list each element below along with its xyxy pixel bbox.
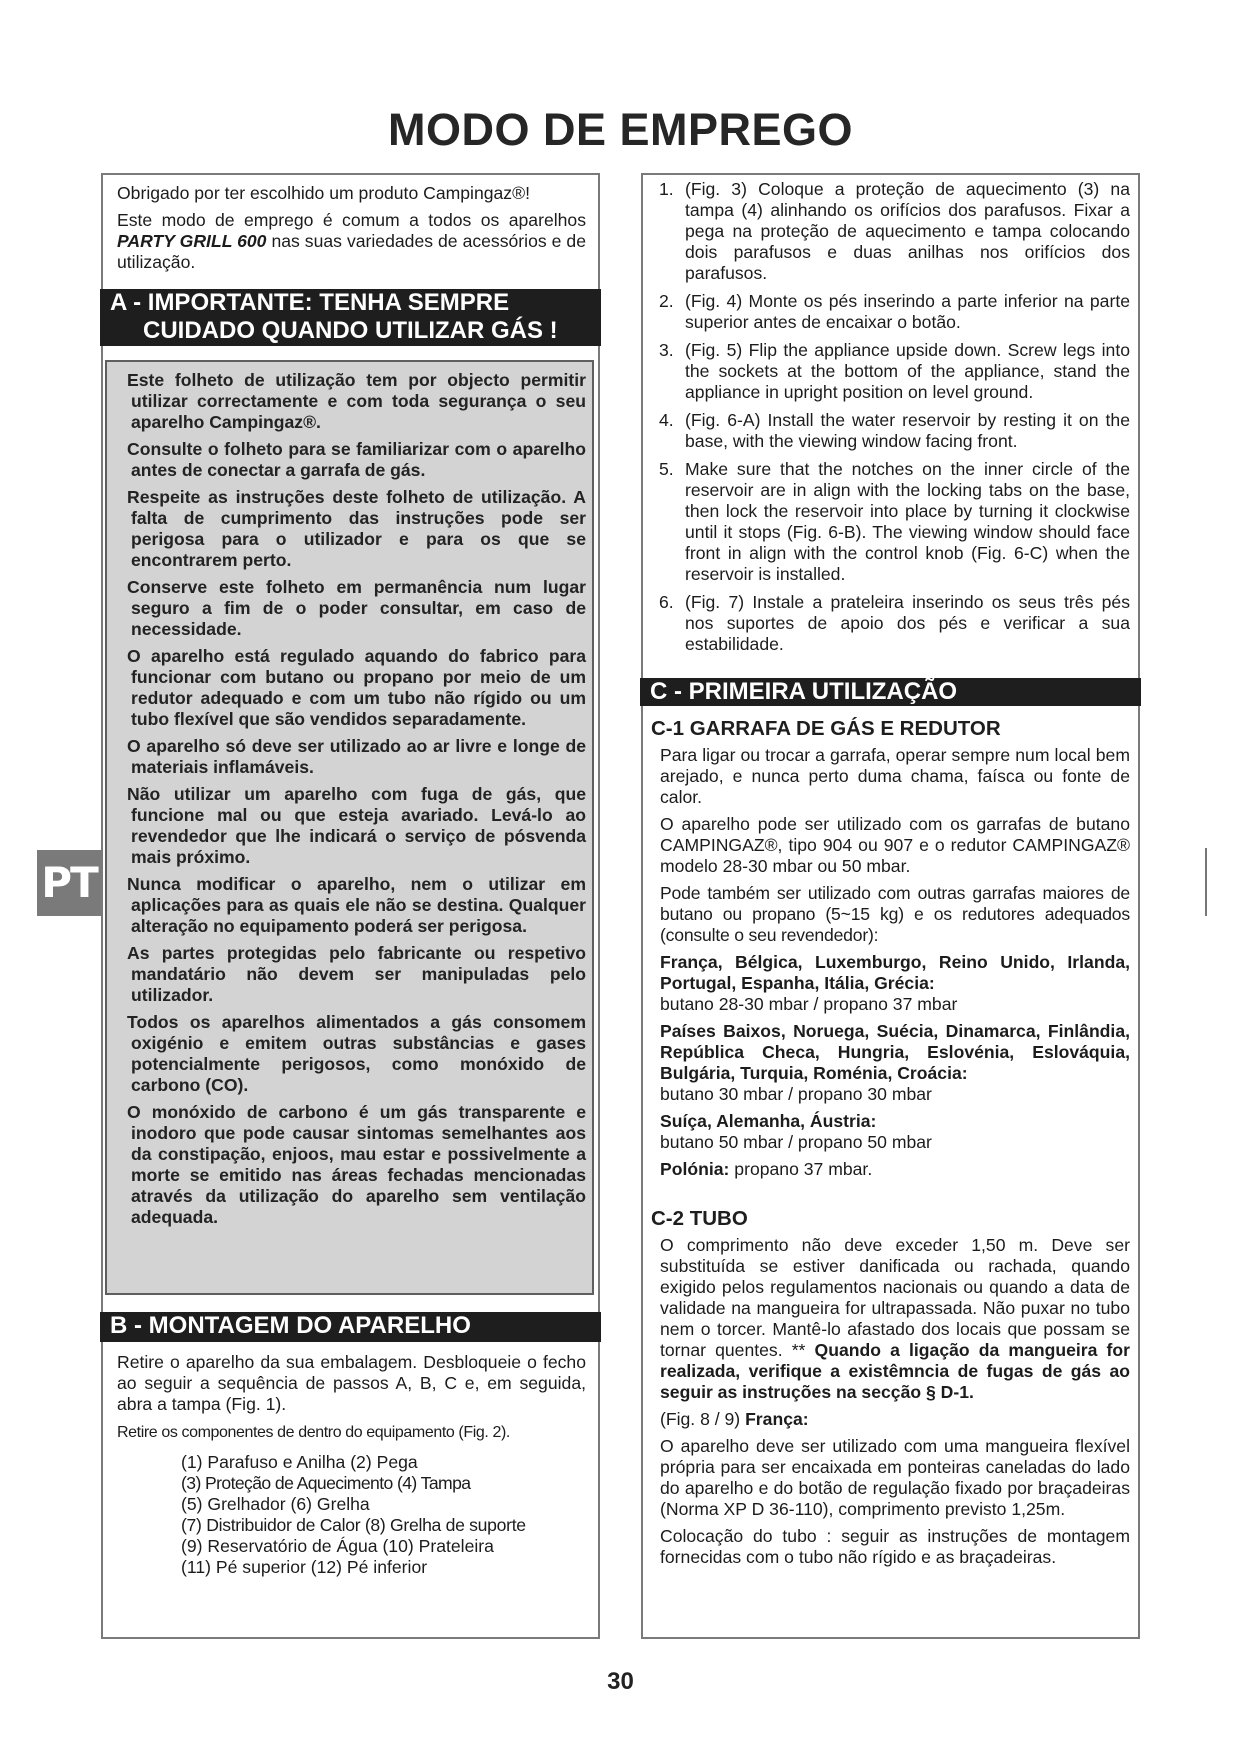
step-number: 3. <box>659 340 674 360</box>
left-column <box>101 173 600 1639</box>
section-b-components: Retire os componentes de dentro do equipamento (Fig. 2). <box>117 1424 510 1441</box>
assembly-steps <box>657 179 1130 662</box>
parts-list-item: (9) Reservatório de Água (10) Prateleira <box>181 1536 494 1556</box>
section-b-heading: B - MONTAGEM DO APARELHO <box>100 1312 601 1342</box>
step-item <box>657 340 1130 403</box>
country-group <box>660 1111 1130 1153</box>
country-list: Suíça, Alemanha, Áustria: <box>660 1111 877 1131</box>
intro-scope-text: Este modo de emprego é comum a todos os aparelhos <box>117 210 586 230</box>
warning-item: Todos os aparelhos alimentados a gás consomem oxigénio e emitem outras substâncias e gases potencialmente perigosos, como monóxido de carbono (CO). <box>127 1012 586 1095</box>
step-item <box>657 179 1130 284</box>
c1-paragraph: Pode também ser utilizado com outras garrafas maiores de butano ou propano (5~15 kg) e os redutores adequados (consulte o seu revendedor): <box>660 883 1130 945</box>
country-group <box>660 1021 1130 1105</box>
pressure-values: butano 28-30 mbar / propano 37 mbar <box>660 994 958 1014</box>
warning-item: O aparelho está regulado aquando do fabrico para funcionar com butano ou propano por meio de um redutor adequado e com um tubo não rígido ou um tubo flexível que são vendidos separadamente. <box>127 646 586 729</box>
c1-paragraph: Para ligar ou trocar a garrafa, operar sempre num local bem arejado, e nunca perto duma chama, faísca ou fonte de calor. <box>660 745 1130 807</box>
page-number: 30 <box>607 1668 634 1695</box>
step-item <box>657 459 1130 585</box>
warning-item: Não utilizar um aparelho com fuga de gás, que funcione mal ou que esteja avariado. Levá-lo ao revendedor que lhe indicará o serviço de pósvenda mais próximo. <box>127 784 586 867</box>
c2-paragraph: O aparelho deve ser utilizado com uma mangueira flexível própria para ser encaixada em ponteiras caneladas do lado do aparelho e do botão de regulação fixado por braçadeiras (Norma XP D 36-110), comprimento previsto 1,25m. <box>660 1436 1130 1519</box>
section-b-body <box>117 1352 586 1450</box>
section-a-heading <box>100 289 601 346</box>
section-b-unpack: Retire o aparelho da sua embalagem. Desbloqueie o fecho ao seguir a sequência de passos A, B, C e, em seguida, abra a tampa (Fig. 1). <box>117 1352 586 1414</box>
step-text: (Fig. 3) Coloque a proteção de aquecimento (3) na tampa (4) alinhando os orifícios dos parafusos. Fixar a pega na proteção de aquecimento e tampa colocando dois parafusos e duas anilhas nos orifícios dos parafusos. <box>685 179 1130 283</box>
intro-scope-text-end: nas suas variedades de acessórios e de utilização. <box>117 231 586 272</box>
parts-list-item: (3) Proteção de Aquecimento (4) Tampa <box>181 1473 471 1493</box>
warning-item: Conserve este folheto em permanência num lugar seguro a fim de o poder consultar, em caso de necessidade. <box>127 577 586 639</box>
c1-paragraph: O aparelho pode ser utilizado com os garrafas de butano CAMPINGAZ®, tipo 904 ou 907 e o redutor CAMPINGAZ® modelo 28-30 mbar ou 50 mbar. <box>660 814 1130 876</box>
warning-item: Nunca modificar o aparelho, nem o utilizar em aplicações para as quais ele não se destina. Qualquer alteração no equipamento poderá ser perigosa. <box>127 874 586 936</box>
pressure-values: butano 30 mbar / propano 30 mbar <box>660 1084 932 1104</box>
c2-paragraph: Colocação do tubo : seguir as instruções de montagem fornecidas com o tubo não rígido e as braçadeiras. <box>660 1526 1130 1567</box>
step-number: 2. <box>659 291 674 311</box>
country-list: França, Bélgica, Luxemburgo, Reino Unido, Irlanda, Portugal, Espanha, Itália, Grécia: <box>660 952 1130 993</box>
parts-list-item: (1) Parafuso e Anilha (2) Pega <box>181 1452 418 1472</box>
section-c1 <box>651 717 1132 1186</box>
section-c2 <box>651 1207 1132 1574</box>
parts-list <box>181 1452 526 1578</box>
parts-list-item: (5) Grelhador (6) Grelha <box>181 1494 370 1514</box>
pressure-values: butano 50 mbar / propano 50 mbar <box>660 1132 932 1152</box>
c1-body <box>651 745 1132 1180</box>
parts-list-item: (7) Distribuidor de Calor (8) Grelha de suporte <box>181 1515 526 1535</box>
intro-scope <box>117 210 586 273</box>
step-text: (Fig. 4) Monte os pés inserindo a parte inferior na parte superior antes de encaixar o botão. <box>685 291 1130 332</box>
step-text: (Fig. 5) Flip the appliance upside down. Screw legs into the sockets at the bottom of the appliance, stand the appliance in upright position on level ground. <box>685 340 1130 402</box>
step-number: 4. <box>659 410 674 430</box>
step-number: 6. <box>659 592 674 612</box>
warning-item: O aparelho só deve ser utilizado ao ar livre e longe de materiais inflamáveis. <box>127 736 586 777</box>
right-column <box>641 173 1140 1639</box>
warning-item: Respeite as instruções deste folheto de utilização. A falta de cumprimento das instruções pode ser perigosa para o utilizador e para os que se encontrarem perto. <box>127 487 586 570</box>
section-c-heading: C - PRIMEIRA UTILIZAÇÃO <box>640 678 1141 706</box>
figure-reference: (Fig. 8 / 9) <box>660 1409 746 1429</box>
product-name: PARTY GRILL 600 <box>117 231 267 251</box>
step-item <box>657 291 1130 333</box>
step-number: 5. <box>659 459 674 479</box>
c2-warning-text: Quando a ligação da mangueira for realizada, verifique a existêmncia de fugas de gás ao seguir as instruções na secção § D-1. <box>660 1340 1130 1402</box>
country-list: Polónia: <box>660 1159 730 1179</box>
language-tab: PT <box>37 850 101 916</box>
page-title: MODO DE EMPREGO <box>387 104 854 155</box>
pressure-values: propano 37 mbar. <box>729 1159 873 1179</box>
intro-thanks: Obrigado por ter escolhido um produto Campingaz®! <box>117 183 530 203</box>
warning-item: As partes protegidas pelo fabricante ou respetivo mandatário não devem ser manipuladas pelo utilizador. <box>127 943 586 1005</box>
intro <box>117 183 586 279</box>
step-text: (Fig. 7) Instale a prateleira inserindo os seus três pés nos suportes de apoio dos pés e verificar a sua estabilidade. <box>685 592 1130 654</box>
warning-item: O monóxido de carbono é um gás transparente e inodoro que pode causar sintomas semelhantes aos da constipação, enjoos, mau estar e possivelmente a morte se emitido nas áreas fechadas mencionadas através da utilização do aparelho sem ventilação adequada. <box>127 1102 586 1227</box>
c1-heading: C-1 GARRAFA DE GÁS E REDUTOR <box>651 717 1001 740</box>
page-edge-marker <box>1205 848 1207 916</box>
c2-paragraph <box>660 1235 1130 1403</box>
country-group <box>660 1159 1130 1180</box>
country-list: Países Baixos, Noruega, Suécia, Dinamarca, Finlândia, República Checa, Hungria, Eslovénia, Eslováquia, Bulgária, Turquia, Roménia, Croácia: <box>660 1021 1130 1083</box>
section-a-heading-line1: A - IMPORTANTE: TENHA SEMPRE <box>110 289 510 316</box>
step-number: 1. <box>659 179 674 199</box>
c2-body <box>651 1235 1132 1568</box>
step-item <box>657 410 1130 452</box>
country-label: França: <box>745 1409 809 1429</box>
warning-item: Consulte o folheto para se familiarizar com o aparelho antes de conectar a garrafa de gás. <box>127 439 586 480</box>
step-item <box>657 592 1130 655</box>
section-a-heading-line2: CUIDADO QUANDO UTILIZAR GÁS ! <box>143 317 558 344</box>
warning-item: Este folheto de utilização tem por objecto permitir utilizar correctamente e com toda segurança o seu aparelho Campingaz®. <box>127 370 586 432</box>
c2-figure-ref <box>660 1409 1130 1430</box>
step-text: (Fig. 6-A) Install the water reservoir by resting it on the base, with the viewing window facing front. <box>685 410 1130 451</box>
warning-box <box>105 360 594 1295</box>
step-text: Make sure that the notches on the inner circle of the reservoir are in align with the locking tabs on the base, then lock the reservoir into place by turning it clockwise until it stops (Fig. 6-B). The viewing window should face front in align with the control knob (Fig. 6-C) when the reservoir is installed. <box>685 459 1130 584</box>
c2-text: O comprimento não deve exceder 1,50 m. Deve ser substituída se estiver danificada ou rachada, quando exigido pelos regulamentos nacionais ou quando a data de validade na mangueira for ultrapassada. Não puxar no tubo nem o torcer. Mantê-lo afastado dos locais que possam se tornar quentes. ** <box>660 1235 1130 1360</box>
country-group <box>660 952 1130 1015</box>
c2-heading: C-2 TUBO <box>651 1207 748 1230</box>
parts-list-item: (11) Pé superior (12) Pé inferior <box>181 1557 428 1577</box>
